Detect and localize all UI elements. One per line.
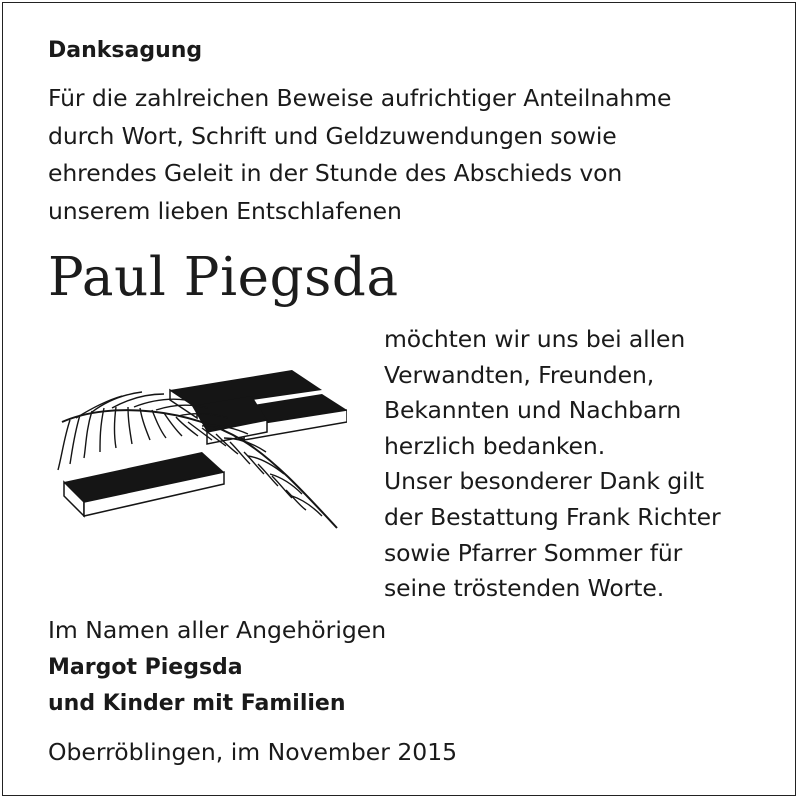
closing-line: Im Namen aller Angehörigen [48,616,387,644]
thanks-line: seine tröstenden Worte. [384,574,665,603]
thanks-line: Unser besonderer Dank gilt [384,467,704,496]
deceased-name: Paul Piegsda [48,247,399,308]
intro-line: durch Wort, Schrift und Geldzuwendungen sowie [48,121,617,150]
notice-heading: Danksagung [48,38,203,63]
thanks-line: sowie Pfarrer Sommer für [384,538,683,567]
thanks-line: Bekannten und Nachbarn [384,396,682,425]
thanks-line: Verwandten, Freunden, [384,360,655,389]
thanks-line: herzlich bedanken. [384,431,606,460]
place-date: Oberröblingen, im November 2015 [48,738,458,766]
intro-paragraph [48,80,671,230]
thanks-line: möchten wir uns bei allen [384,325,686,353]
thanks-paragraph [384,322,721,607]
intro-line: unserem lieben Entschlafenen [48,196,402,225]
intro-line: Für die zahlreichen Beweise aufrichtiger Anteilnahme [48,84,672,112]
cross-with-palm-frond-icon [52,360,347,535]
thanks-line: der Bestattung Frank Richter [384,502,721,531]
signatory-family: und Kinder mit Familien [48,691,346,716]
intro-line: ehrendes Geleit in der Stunde des Abschieds von [48,159,623,187]
signatory-name: Margot Piegsda [48,655,243,680]
